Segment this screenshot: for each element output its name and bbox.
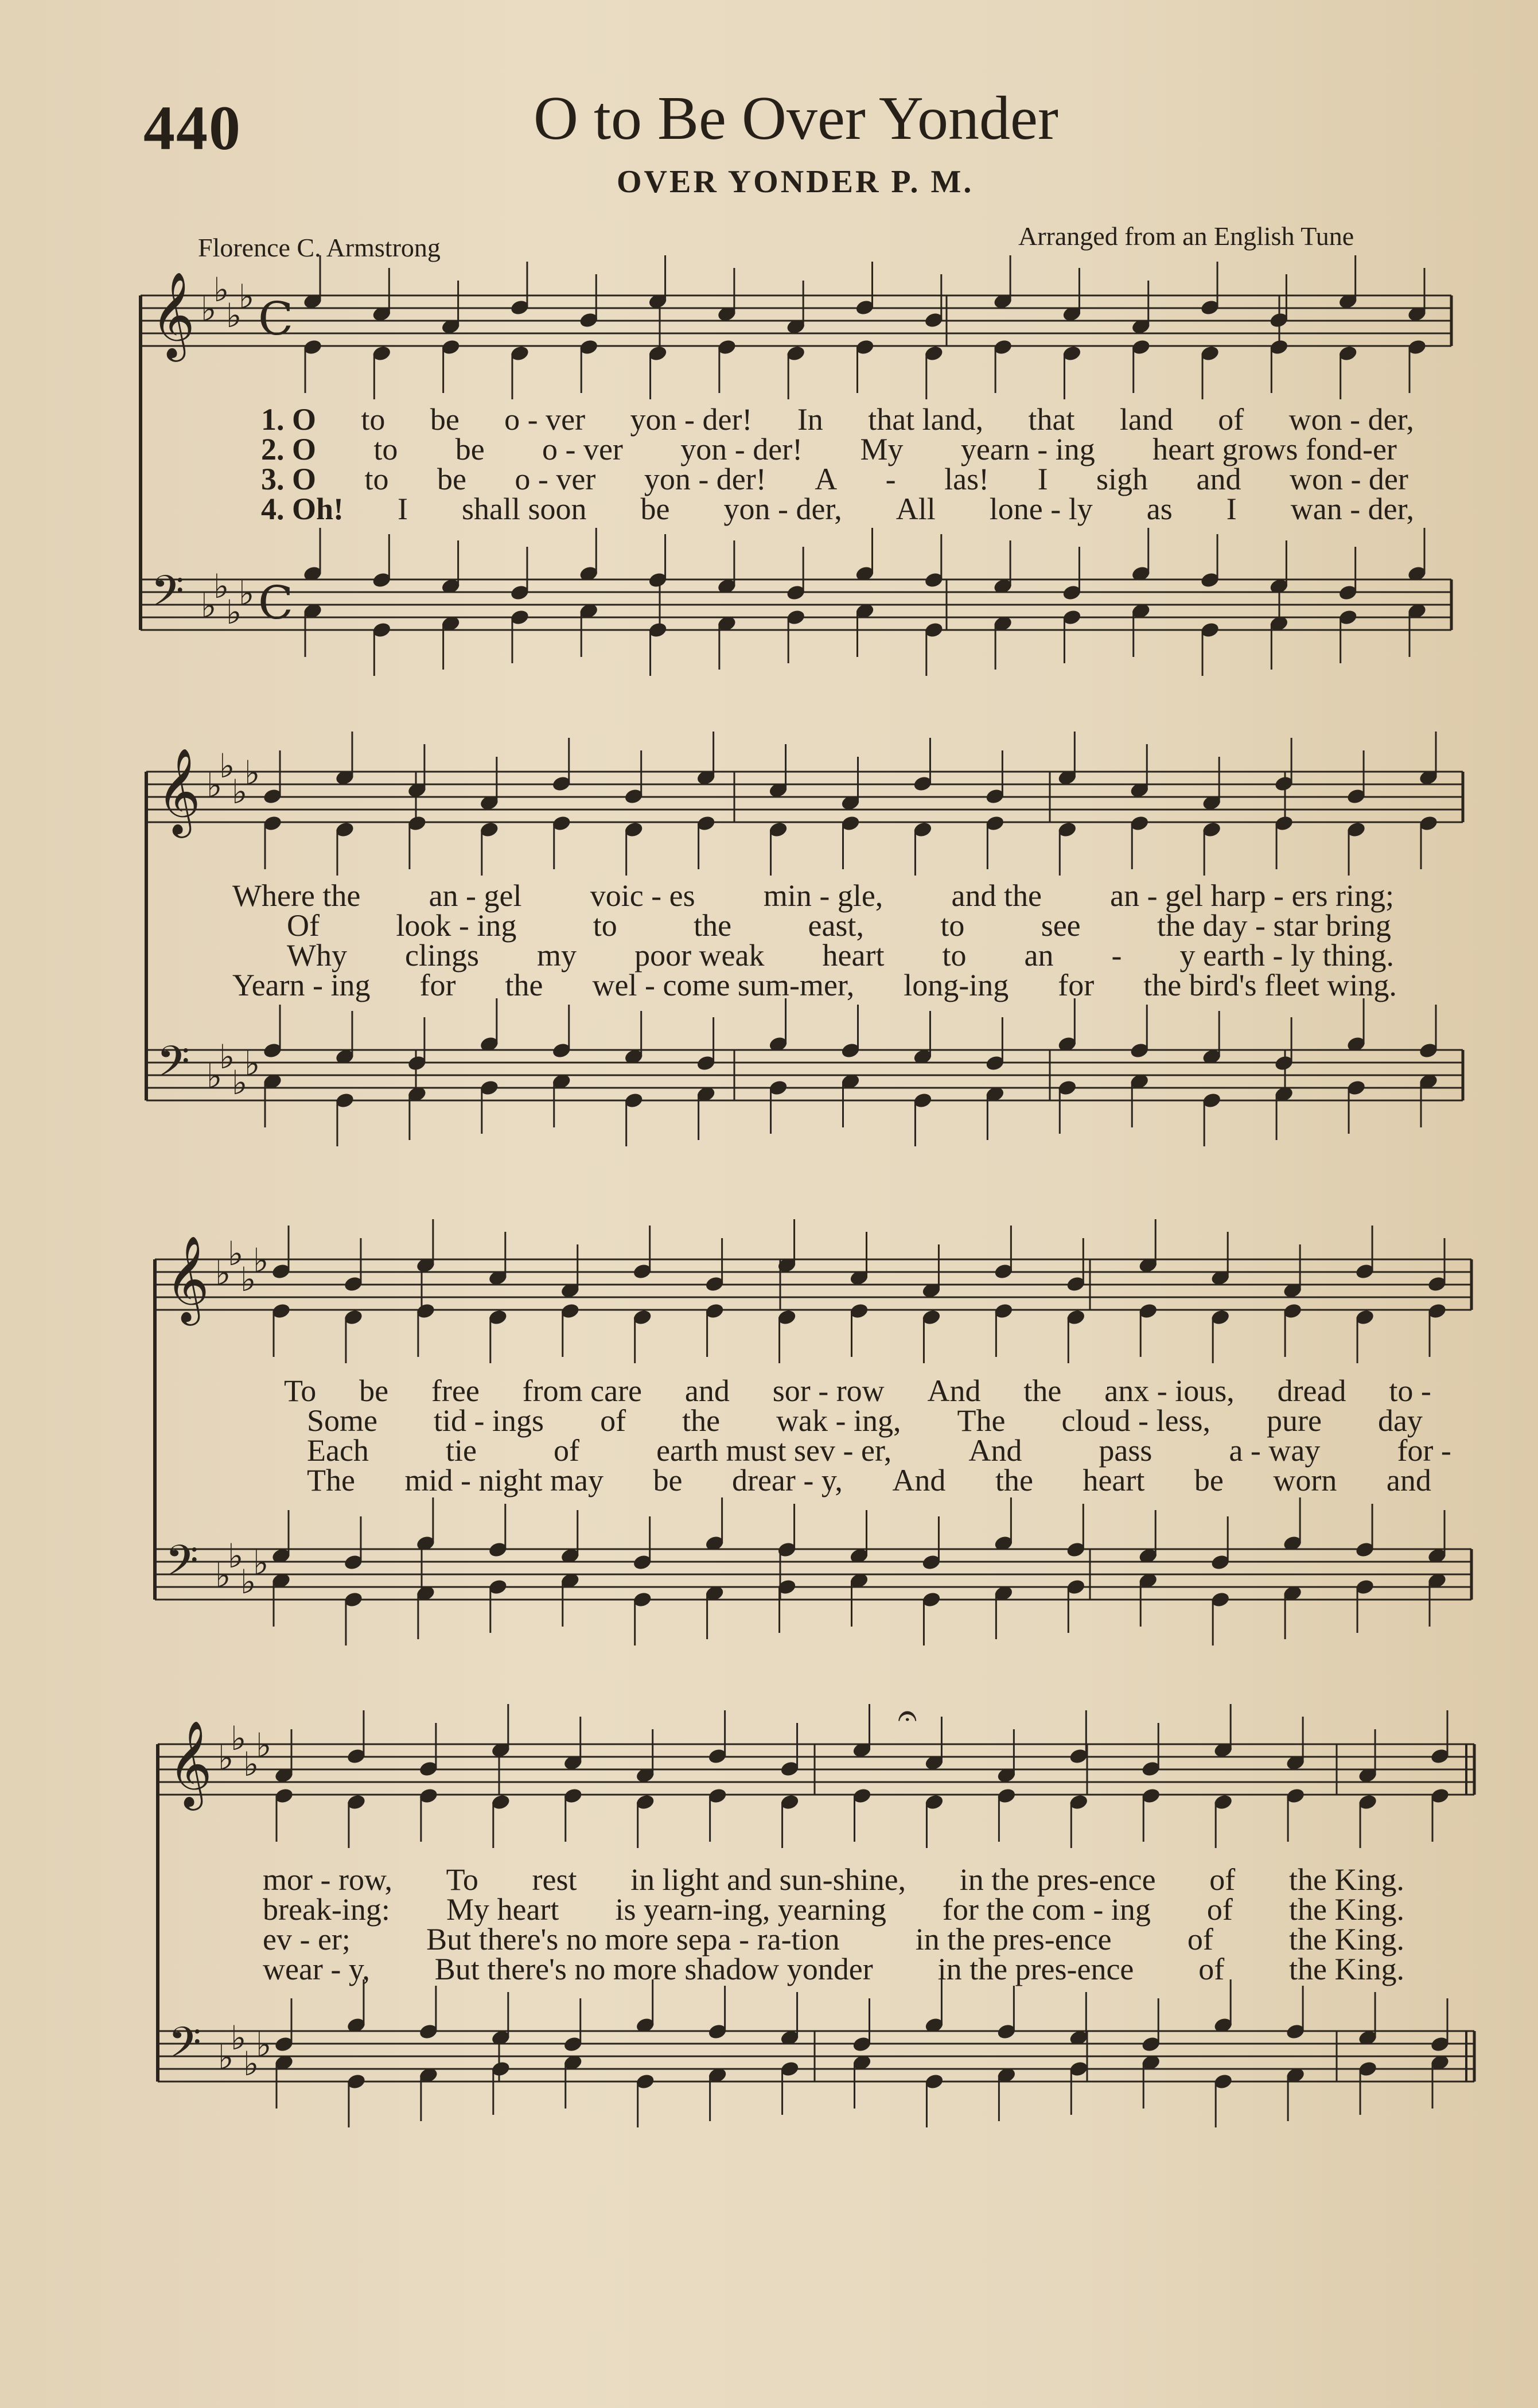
lyric-syllable: break-ing:	[263, 1892, 390, 1927]
lyric-syllable: wel - come sum-mer,	[592, 968, 855, 1002]
lyric-syllable: day	[1377, 1403, 1423, 1438]
lyric-syllable: drear - y,	[731, 1463, 843, 1497]
lyric-syllable: heart	[1083, 1463, 1145, 1497]
lyric-syllable: to -	[1389, 1374, 1431, 1408]
lyric-syllable: yon - der,	[723, 492, 842, 526]
lyric-syllable: yearn - ing	[960, 432, 1095, 466]
flat-icon: ♭	[226, 593, 242, 632]
flat-icon: ♭	[215, 1556, 231, 1595]
lyric-syllable: -	[1111, 938, 1122, 972]
lyric-syllable: 2. O	[261, 432, 317, 466]
bass-clef-icon: 𝄢	[157, 1037, 190, 1097]
lyric-syllable: that	[1028, 402, 1075, 437]
lyric-syllable: to	[940, 908, 965, 943]
lyric-syllable: I	[398, 492, 408, 526]
flat-icon: ♭	[228, 1234, 244, 1273]
lyric-syllable: In	[797, 402, 823, 437]
hymn-title: O to Be Over Yonder	[534, 84, 1058, 153]
lyric-syllable: that land,	[868, 402, 984, 437]
lyric-syllable: long-ing	[904, 968, 1009, 1002]
lyric-syllable: las!	[944, 462, 990, 496]
lyric-syllable: I	[1226, 492, 1237, 526]
flat-icon: ♭	[231, 1719, 247, 1758]
lyric-syllable: And	[892, 1463, 946, 1497]
lyric-syllable: To	[284, 1374, 317, 1408]
lyric-syllable: I	[1037, 462, 1048, 496]
flat-icon: ♭	[213, 567, 229, 606]
flat-icon: ♭	[232, 772, 248, 811]
lyric-syllable: a - way	[1229, 1433, 1321, 1468]
hymn-number: 440	[143, 93, 242, 163]
lyric-syllable: is yearn-ing, yearning	[615, 1892, 886, 1927]
lyric-syllable: in the pres-ence	[959, 1862, 1156, 1897]
lyric-syllable: of	[1206, 1892, 1233, 1927]
lyric-syllable: My heart	[446, 1892, 559, 1927]
lyric-syllable: an - gel	[429, 878, 522, 913]
flat-icon: ♭	[226, 296, 242, 335]
lyric-syllable: ev - er;	[263, 1922, 351, 1956]
lyric-syllable: and	[684, 1374, 730, 1408]
lyric-syllable: sigh	[1096, 462, 1148, 496]
lyric-syllable: The	[957, 1403, 1006, 1438]
lyric-syllable: heart grows fond-er	[1152, 432, 1397, 466]
lyric-syllable: And	[968, 1433, 1022, 1468]
lyric-syllable: yon - der!	[630, 402, 753, 437]
lyric-syllable: yon - der!	[644, 462, 766, 496]
lyric-syllable: pass	[1099, 1433, 1152, 1468]
lyric-syllable: heart	[822, 938, 885, 972]
fermata-icon: 𝄐	[898, 1695, 917, 1736]
lyric-syllable: tid - ings	[434, 1403, 544, 1438]
lyric-syllable: as	[1146, 492, 1173, 526]
flat-icon: ♭	[239, 574, 255, 613]
lyric-syllable: The	[307, 1463, 355, 1497]
lyric-syllable: be	[653, 1463, 683, 1497]
lyric-syllable: My	[860, 432, 904, 466]
lyric-syllable: of	[1218, 402, 1244, 437]
author-credit: Florence C. Armstrong	[198, 233, 441, 262]
tune-name: OVER YONDER P. M.	[617, 164, 974, 200]
lyric-syllable: And	[927, 1374, 981, 1408]
lyric-syllable: be	[640, 492, 670, 526]
lyric-syllable: pure	[1266, 1403, 1322, 1438]
flat-icon: ♭	[232, 1063, 248, 1102]
lyric-syllable: 1. O	[261, 402, 317, 437]
flat-icon: ♭	[201, 290, 217, 329]
lyric-syllable: be	[359, 1374, 389, 1408]
lyric-syllable: tie	[445, 1433, 477, 1468]
lyric-syllable: clings	[405, 938, 479, 972]
lyric-syllable: wan - der,	[1290, 492, 1414, 526]
lyric-syllable: Why	[287, 938, 347, 972]
lyric-syllable: the bird's fleet wing.	[1143, 968, 1397, 1002]
lyric-syllable: dread	[1277, 1374, 1346, 1408]
lyric-syllable: be	[437, 462, 466, 496]
lyric-syllable: free	[431, 1374, 480, 1408]
lyric-syllable: east,	[808, 908, 864, 943]
lyric-syllable: of	[1209, 1862, 1236, 1897]
flat-icon: ♭	[219, 746, 235, 785]
lyric-syllable: won - der,	[1288, 402, 1414, 437]
lyric-syllable: To	[446, 1862, 478, 1897]
flat-icon: ♭	[213, 270, 229, 309]
treble-clef-icon: 𝄞	[157, 747, 201, 834]
lyric-syllable: for the com - ing	[942, 1892, 1151, 1927]
lyric-syllable: of	[600, 1403, 626, 1438]
lyric-syllable: for	[419, 968, 456, 1002]
flat-icon: ♭	[228, 1536, 244, 1575]
lyric-syllable: my	[537, 938, 577, 972]
system-4-verse-4	[263, 1951, 1404, 1987]
flat-icon: ♭	[219, 1037, 235, 1076]
lyric-syllable: y earth - ly thing.	[1179, 938, 1394, 972]
lyric-syllable: and the	[951, 878, 1042, 913]
lyric-syllable: Some	[307, 1403, 378, 1438]
lyric-syllable: to	[942, 938, 967, 972]
flat-icon: ♭	[207, 766, 223, 805]
lyric-syllable: min - gle,	[763, 878, 883, 913]
lyric-syllable: wak - ing,	[776, 1403, 901, 1438]
common-time-icon: C	[258, 292, 294, 345]
lyric-syllable: cloud - less,	[1061, 1403, 1210, 1438]
lyric-syllable: from care	[522, 1374, 643, 1408]
lyric-syllable: be	[455, 432, 485, 466]
lyric-syllable: voic - es	[590, 878, 695, 913]
lyric-syllable: to	[373, 432, 398, 466]
lyric-syllable: the	[505, 968, 543, 1002]
lyric-syllable: o - ver	[515, 462, 596, 496]
flat-icon: ♭	[244, 753, 260, 792]
lyric-syllable: o - ver	[504, 402, 586, 437]
arranger-credit: Arranged from an English Tune	[1018, 221, 1354, 251]
lyric-syllable: sor - row	[772, 1374, 885, 1408]
bass-clef-icon: 𝄢	[165, 1536, 198, 1596]
lyric-syllable: -	[885, 462, 896, 496]
lyric-syllable: the	[694, 908, 732, 943]
flat-icon: ♭	[244, 1044, 260, 1083]
lyric-syllable: an	[1024, 938, 1054, 972]
lyric-syllable: A	[815, 462, 838, 496]
flat-icon: ♭	[239, 277, 255, 316]
lyric-syllable: Yearn - ing	[232, 968, 371, 1002]
lyric-syllable: But there's no more sepa - ra-tion	[426, 1922, 840, 1956]
flat-icon: ♭	[218, 2038, 234, 2077]
flat-icon: ♭	[256, 1726, 272, 1765]
treble-clef-icon: 𝄞	[168, 1720, 212, 1807]
lyric-syllable: an - gel harp - ers ring;	[1110, 878, 1394, 913]
flat-icon: ♭	[256, 2025, 272, 2064]
lyric-syllable: for	[1058, 968, 1095, 1002]
lyric-syllable: be	[1194, 1463, 1224, 1497]
lyric-syllable: look - ing	[396, 908, 517, 943]
lyric-syllable: yon - der!	[680, 432, 803, 466]
lyric-syllable: the King.	[1288, 1862, 1404, 1897]
lyric-syllable: to	[364, 462, 389, 496]
lyric-syllable: to	[361, 402, 386, 437]
lyric-syllable: lone - ly	[989, 492, 1093, 526]
lyric-syllable: worn	[1273, 1463, 1337, 1497]
flat-icon: ♭	[243, 2044, 259, 2083]
lyric-syllable: the King.	[1288, 1952, 1404, 1986]
lyric-syllable: poor weak	[634, 938, 765, 972]
lyric-syllable: the	[1023, 1374, 1062, 1408]
lyric-syllable: see	[1041, 908, 1081, 943]
lyric-syllable: the King.	[1288, 1922, 1404, 1956]
lyric-syllable: Where the	[232, 878, 361, 913]
flat-icon: ♭	[201, 586, 217, 625]
lyric-syllable: won - der	[1289, 462, 1408, 496]
flat-icon: ♭	[243, 1745, 259, 1784]
system-3-verse-4	[307, 1462, 1431, 1498]
bass-clef-icon: 𝄢	[168, 2018, 201, 2078]
common-time-icon: C	[258, 576, 294, 629]
lyric-syllable: in the pres-ence	[937, 1952, 1134, 1986]
lyric-syllable: and	[1386, 1463, 1431, 1497]
flat-icon: ♭	[215, 1254, 231, 1293]
lyric-syllable: to	[593, 908, 617, 943]
system-1-verse-4	[261, 491, 1414, 527]
lyric-syllable: shall soon	[462, 492, 587, 526]
treble-clef-icon: 𝄞	[165, 1235, 209, 1322]
system-2-verse-4	[232, 967, 1397, 1003]
flat-icon: ♭	[240, 1562, 256, 1601]
flat-icon: ♭	[231, 2018, 247, 2057]
treble-clef-icon: 𝄞	[151, 271, 195, 358]
lyric-syllable: of	[1187, 1922, 1213, 1956]
flat-icon: ♭	[207, 1057, 223, 1096]
lyric-syllable: the day - star bring	[1157, 908, 1391, 943]
lyric-syllable: land	[1119, 402, 1173, 437]
lyric-syllable: anx - ious,	[1104, 1374, 1235, 1408]
lyric-syllable: mid - night may	[404, 1463, 603, 1497]
flat-icon: ♭	[253, 1241, 269, 1280]
lyric-syllable: of	[554, 1433, 580, 1468]
lyric-syllable: of	[1198, 1952, 1225, 1986]
lyric-syllable: in light and sun-shine,	[630, 1862, 906, 1897]
bass-clef-icon: 𝄢	[151, 566, 184, 627]
lyric-syllable: 3. O	[261, 462, 317, 496]
lyric-syllable: earth must sev - er,	[656, 1433, 892, 1468]
lyric-syllable: o - ver	[542, 432, 623, 466]
lyric-syllable: wear - y,	[263, 1952, 370, 1986]
flat-icon: ♭	[218, 1738, 234, 1777]
flat-icon: ♭	[253, 1543, 269, 1582]
lyric-syllable: in the pres-ence	[915, 1922, 1112, 1956]
lyric-syllable: Of	[287, 908, 320, 943]
lyric-syllable: the King.	[1288, 1892, 1404, 1927]
lyric-syllable: be	[430, 402, 460, 437]
lyric-syllable: mor - row,	[263, 1862, 392, 1897]
flat-icon: ♭	[240, 1260, 256, 1299]
lyric-syllable: All	[895, 492, 936, 526]
lyric-syllable: the	[995, 1463, 1033, 1497]
lyric-syllable: 4. Oh!	[261, 492, 344, 526]
lyric-syllable: rest	[532, 1862, 577, 1897]
lyric-syllable: and	[1196, 462, 1241, 496]
lyric-syllable: for -	[1397, 1433, 1451, 1468]
lyric-syllable: Each	[307, 1433, 369, 1468]
lyric-syllable: But there's no more shadow yonder	[434, 1952, 873, 1986]
lyric-syllable: the	[682, 1403, 721, 1438]
